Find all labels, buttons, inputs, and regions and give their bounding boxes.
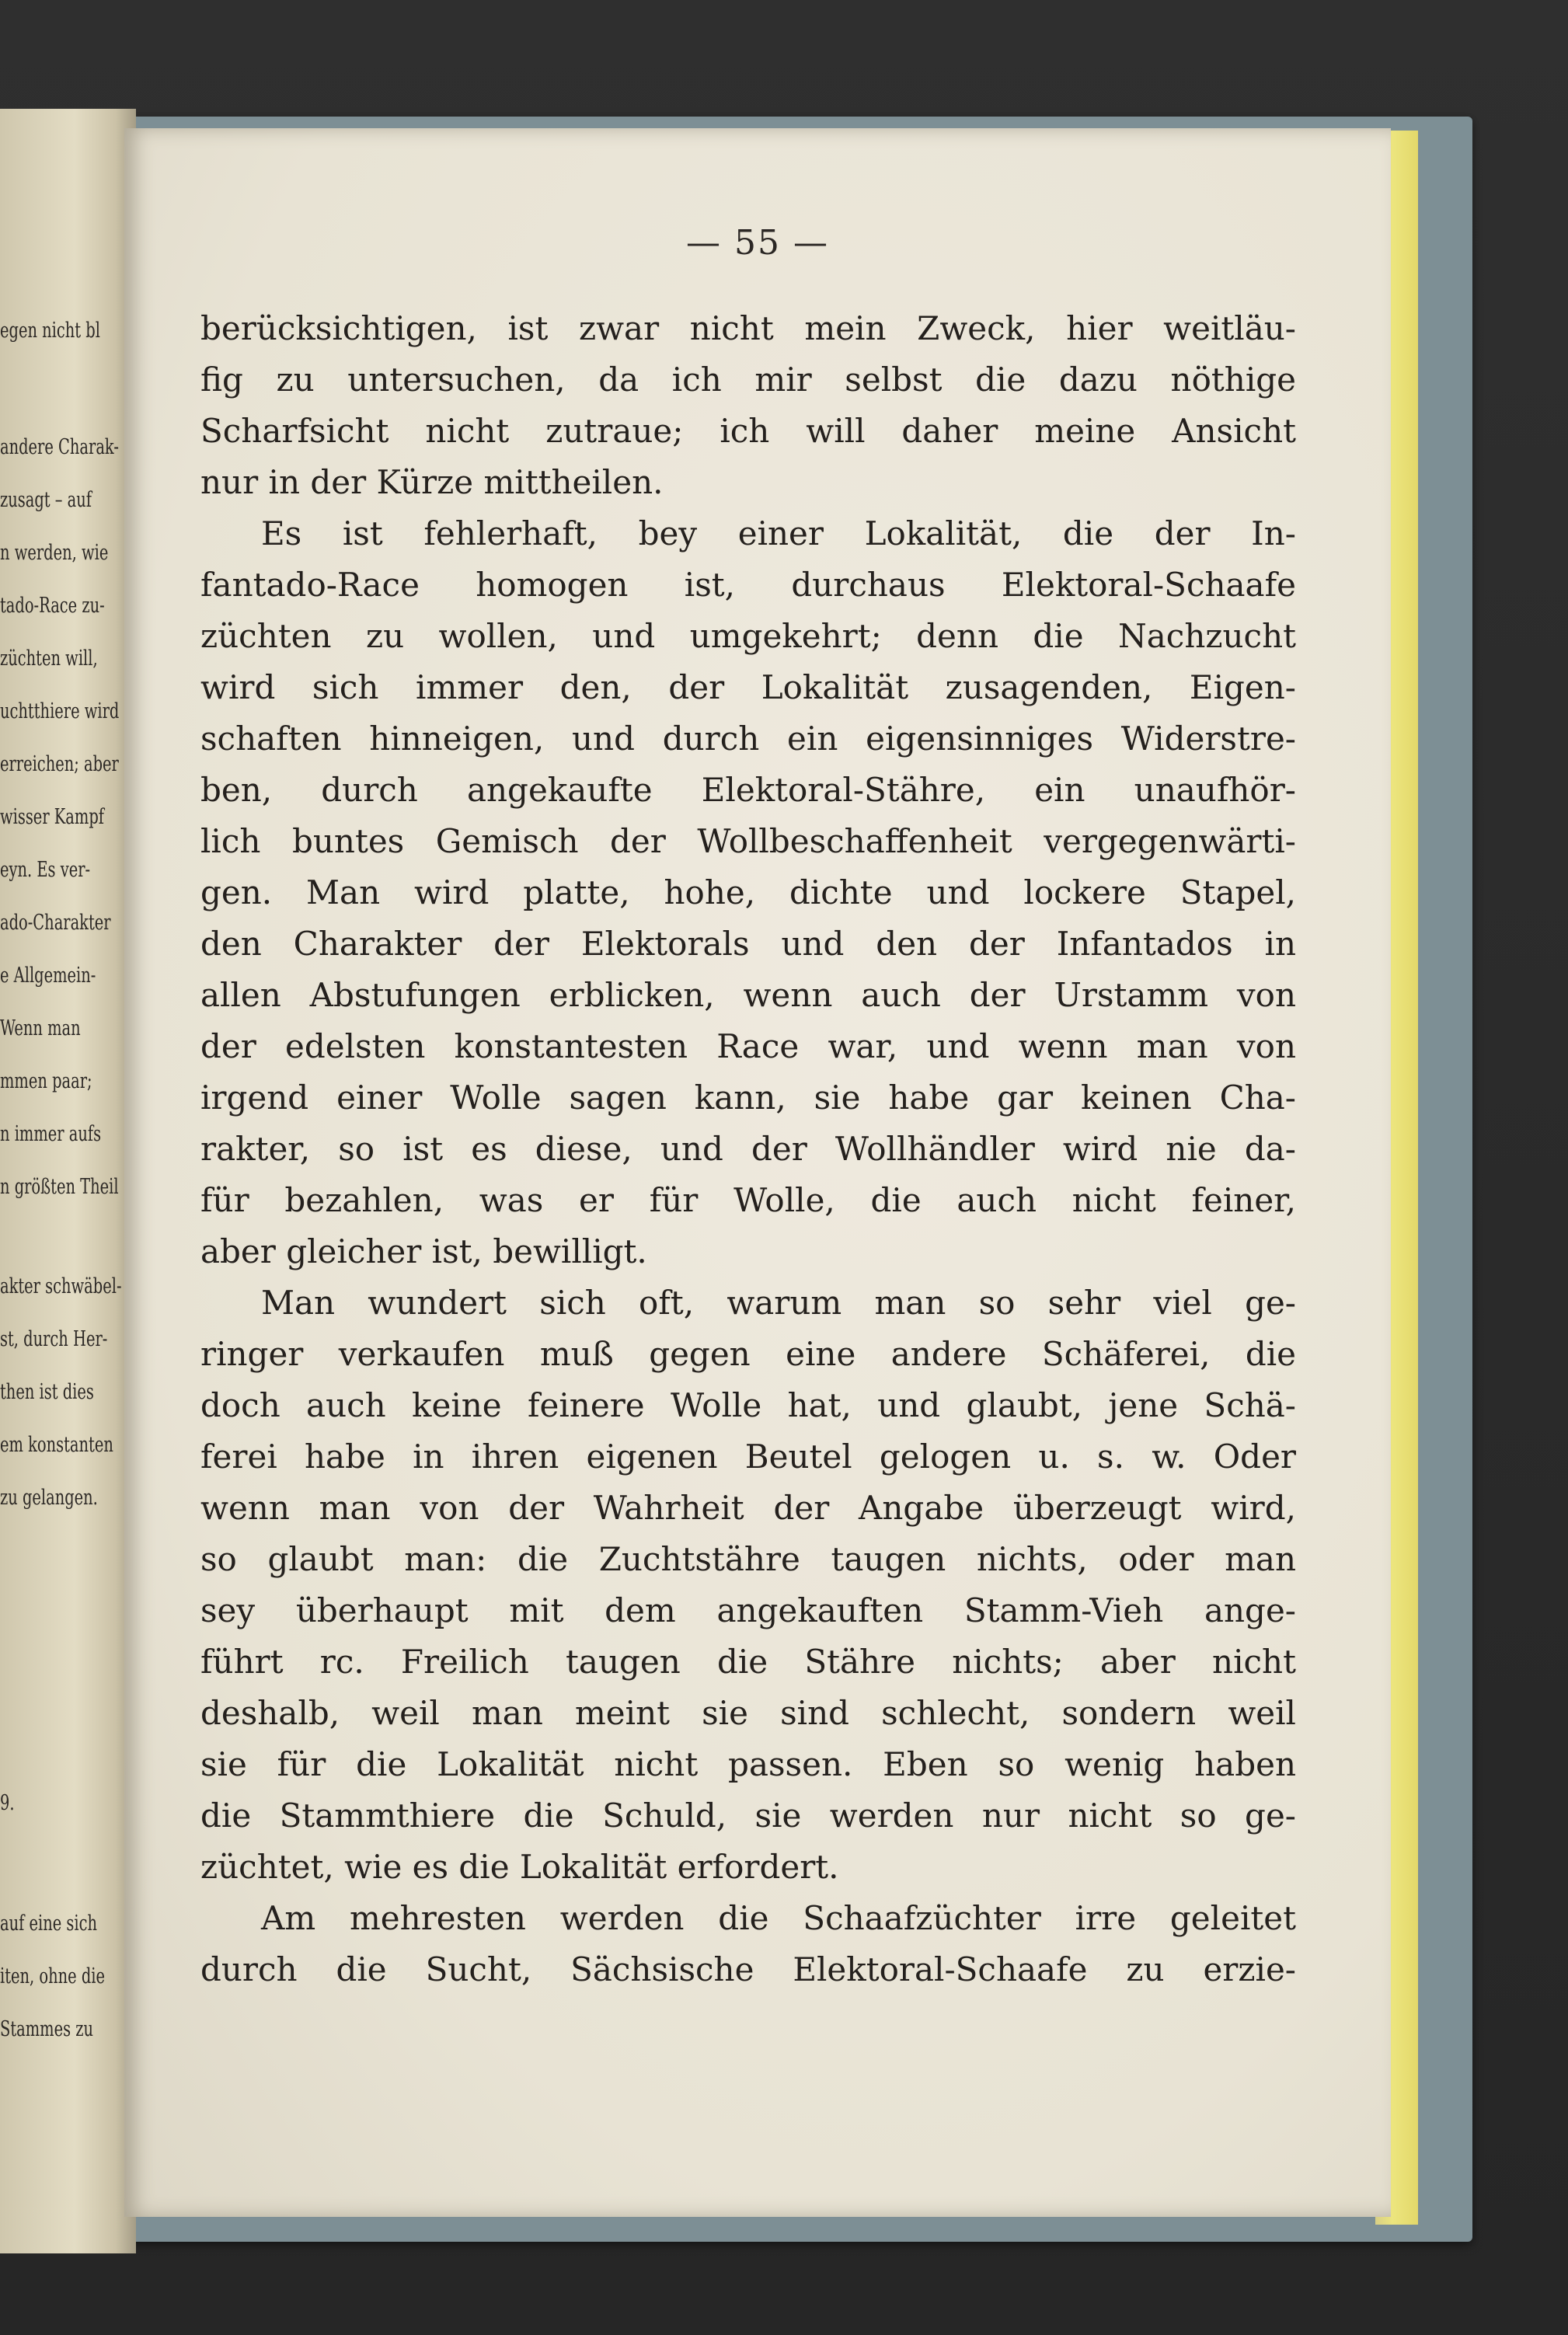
text-line: für bezahlen, was er für Wolle, die auch nicht feiner, [200, 1181, 1296, 1219]
text-line: sie für die Lokalität nicht passen. Eben so wenig haben [200, 1745, 1296, 1783]
text-line: wird sich immer den, der Lokalität zusagenden, Eigen- [200, 668, 1296, 706]
left-page-line: züchten will, [0, 646, 98, 671]
previous-page [0, 109, 136, 2253]
text-line: deshalb, weil man meint sie sind schlecht, sondern weil [200, 1694, 1296, 1732]
text-line: züchten zu wollen, und umgekehrt; denn die Nachzucht [200, 617, 1296, 655]
left-page-line: tado-Race zu- [0, 594, 105, 618]
left-page-line: Wenn man [0, 1016, 81, 1040]
text-line: fig zu untersuchen, da ich mir selbst die dazu nöthige [200, 361, 1296, 399]
text-line: ben, durch angekaufte Elektoral-Stähre, ein unaufhör- [200, 771, 1296, 809]
left-page-line: wisser Kampf [0, 805, 104, 829]
text-line: die Stammthiere die Schuld, sie werden nur nicht so ge- [200, 1797, 1296, 1835]
text-line: durch die Sucht, Sächsische Elektoral-Schaafe zu erzie- [200, 1950, 1296, 1988]
text-line: lich buntes Gemisch der Wollbeschaffenheit vergegenwärti- [200, 822, 1296, 860]
text-line: nur in der Kürze mittheilen. [200, 463, 664, 501]
left-page-line: egen nicht bl [0, 319, 100, 343]
text-line: berücksichtigen, ist zwar nicht mein Zweck, hier weitläu- [200, 309, 1296, 347]
text-line: den Charakter der Elektorals und den der Infantados in [200, 925, 1296, 963]
left-page-line: st, durch Her- [0, 1327, 108, 1351]
left-page-line: 9. [0, 1791, 15, 1815]
left-page-line: uchtthiere wird [0, 699, 120, 723]
text-line: führt rc. Freilich taugen die Stähre nichts; aber nicht [200, 1643, 1296, 1681]
left-page-line: auf eine sich [0, 1912, 98, 1936]
left-page-line: iten, ohne die [0, 1964, 106, 1988]
left-page-line: mmen paar; [0, 1069, 92, 1093]
left-page-line: akter schwäbel- [0, 1274, 122, 1298]
text-line: gen. Man wird platte, hohe, dichte und lockere Stapel, [200, 873, 1296, 911]
page-number: — 55 — [686, 223, 829, 263]
left-page-line: Stammes zu [0, 2017, 94, 2041]
text-line: irgend einer Wolle sagen kann, sie habe gar keinen Cha- [200, 1079, 1296, 1117]
left-page-line: then ist dies [0, 1380, 94, 1404]
left-page-line: n immer aufs [0, 1122, 102, 1146]
text-line: aber gleicher ist, bewilligt. [200, 1232, 647, 1270]
text-line: züchtet, wie es die Lokalität erfordert. [200, 1848, 839, 1886]
text-line: sey überhaupt mit dem angekauften Stamm-Vieh ange- [200, 1591, 1296, 1629]
text-line: Man wundert sich oft, warum man so sehr viel ge- [261, 1284, 1296, 1322]
left-page-line: erreichen; aber [0, 752, 119, 776]
left-page-line: n werden, wie [0, 541, 109, 565]
text-line: Es ist fehlerhaft, bey einer Lokalität, die der In- [261, 514, 1296, 552]
text-line: doch auch keine feinere Wolle hat, und glaubt, jene Schä- [200, 1386, 1296, 1424]
text-line: schaften hinneigen, und durch ein eigensinniges Widerstre- [200, 720, 1296, 758]
left-page-line: zu gelangen. [0, 1486, 98, 1510]
left-page-line: em konstanten [0, 1433, 113, 1457]
text-line: so glaubt man: die Zuchtstähre taugen nichts, oder man [200, 1540, 1296, 1578]
text-line: fantado-Race homogen ist, durchaus Elektoral-Schaafe [200, 566, 1296, 604]
left-page-line: andere Charak- [0, 435, 119, 459]
left-page-line: eyn. Es ver- [0, 858, 91, 882]
text-line: ferei habe in ihren eigenen Beutel gelogen u. s. w. Oder [200, 1438, 1296, 1476]
text-line: allen Abstufungen erblicken, wenn auch der Urstamm von [200, 976, 1296, 1014]
text-line: ringer verkaufen muß gegen eine andere Schäferei, die [200, 1335, 1296, 1373]
book-page [124, 128, 1391, 2217]
left-page-line: ado-Charakter [0, 911, 111, 935]
text-line: Scharfsicht nicht zutraue; ich will daher meine Ansicht [200, 412, 1296, 450]
text-line: wenn man von der Wahrheit der Angabe überzeugt wird, [200, 1489, 1296, 1527]
left-page-line: e Allgemein- [0, 964, 96, 988]
left-page-line: zusagt – auf [0, 488, 92, 512]
text-line: der edelsten konstantesten Race war, und wenn man von [200, 1027, 1296, 1065]
text-line: rakter, so ist es diese, und der Wollhändler wird nie da- [200, 1130, 1296, 1168]
text-line: Am mehresten werden die Schaafzüchter irre geleitet [261, 1899, 1296, 1937]
left-page-line: n größten Theil [0, 1175, 119, 1199]
